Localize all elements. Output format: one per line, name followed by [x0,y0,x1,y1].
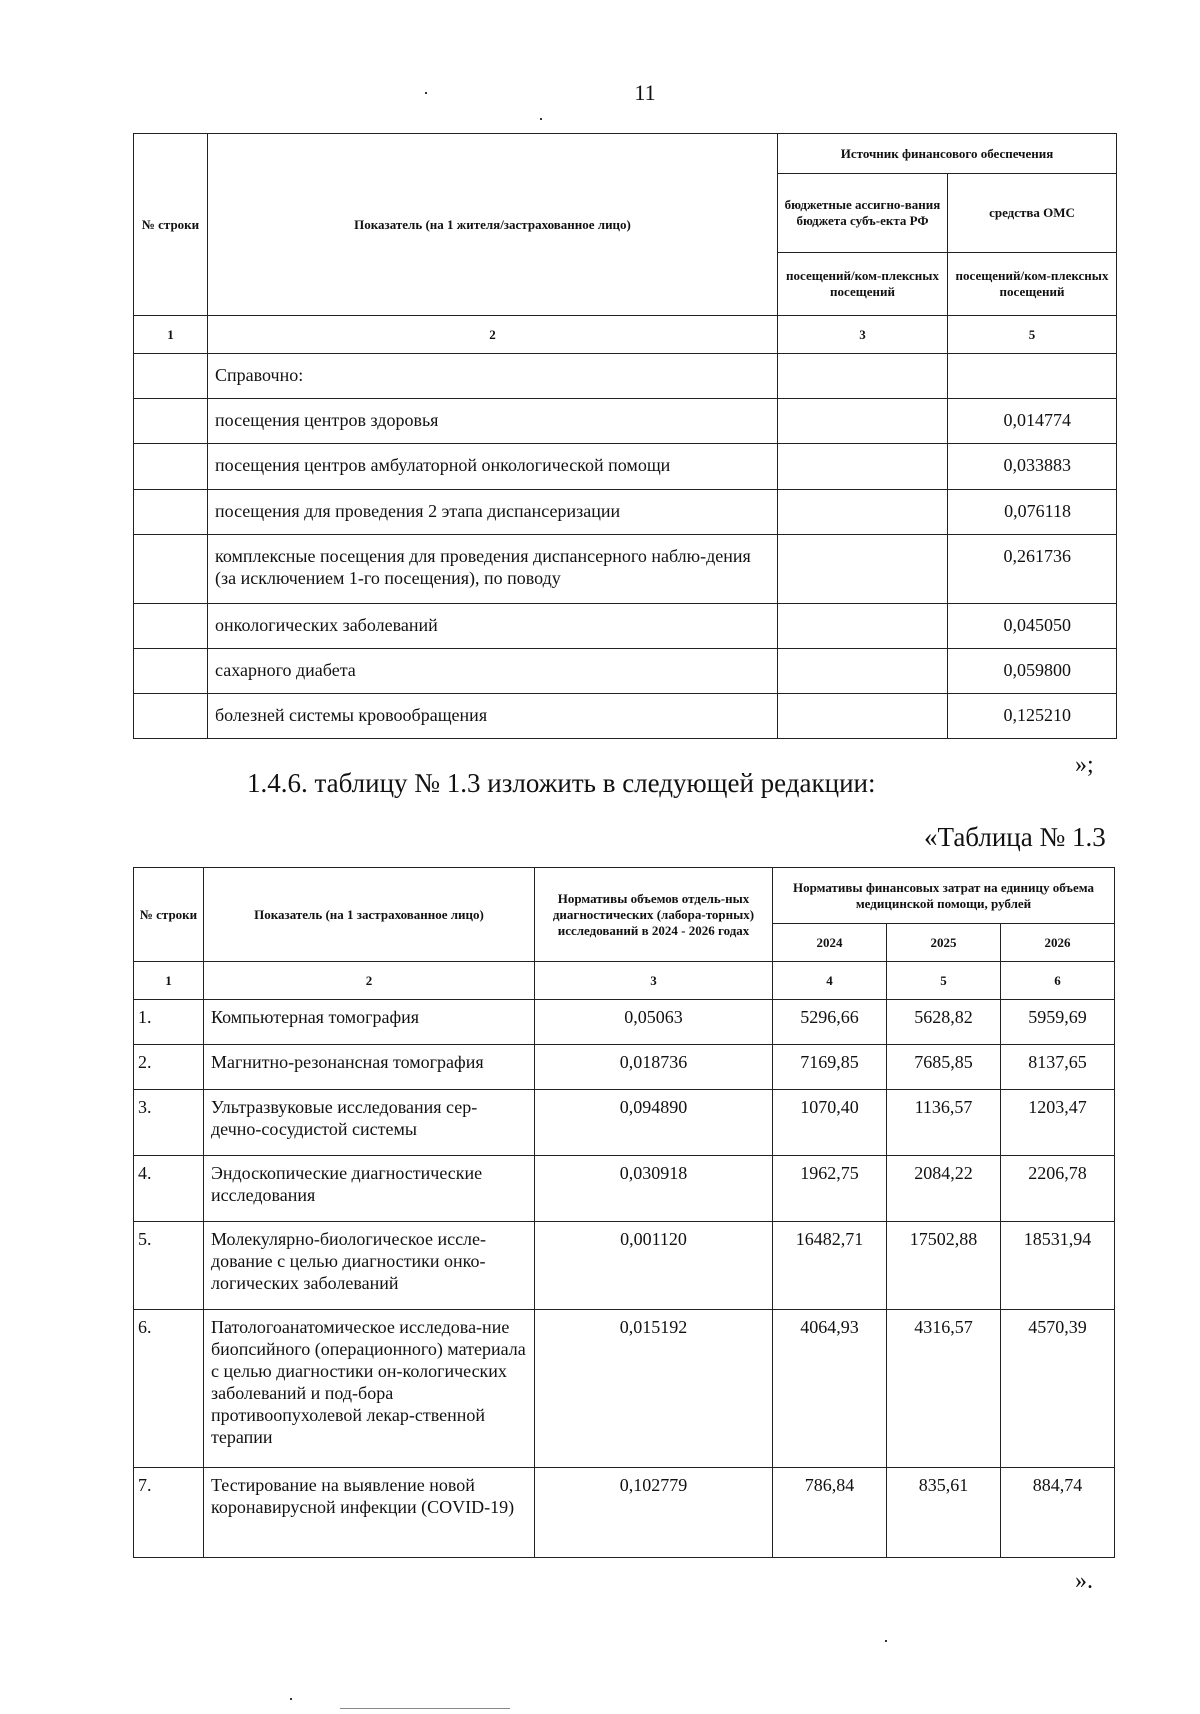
cost-2024: 1070,40 [773,1090,887,1156]
header-cost-norms: Нормативы финансовых затрат на единицу объема медицинской помощи, рублей [773,868,1115,924]
indicator-cell: посещения центров здоровья [208,399,778,444]
cost-2024: 16482,71 [773,1222,887,1310]
oms-value: 0,033883 [948,444,1117,490]
header-unit-oms: посещений/ком-плексных посещений [948,253,1117,316]
cost-2026: 4570,39 [1001,1310,1115,1468]
header-year-2024: 2024 [773,924,887,962]
table-row [134,604,1117,649]
volume-value: 0,015192 [535,1310,773,1468]
cost-2025: 835,61 [887,1468,1001,1558]
column-number: 2 [204,962,535,1000]
cost-2024: 786,84 [773,1468,887,1558]
row-number: 2. [134,1045,204,1090]
indicator-cell: болезней системы кровообращения [208,694,778,739]
row-number: 5. [134,1222,204,1310]
oms-value: 0,125210 [948,694,1117,739]
scan-speck [290,1698,292,1700]
table-row [134,1090,1115,1156]
row-number: 6. [134,1310,204,1468]
table-row [134,1468,1115,1558]
cost-2025: 2084,22 [887,1156,1001,1222]
column-number: 2 [208,316,778,354]
oms-value: 0,045050 [948,604,1117,649]
column-number: 1 [134,962,204,1000]
cost-2026: 2206,78 [1001,1156,1115,1222]
column-number: 4 [773,962,887,1000]
header-oms: средства ОМС [948,174,1117,253]
indicator-cell: Тестирование на выявление новой коронавирусной инфекции (COVID-19) [204,1468,535,1558]
indicator-cell: Справочно: [208,354,778,399]
indicator-cell: сахарного диабета [208,649,778,694]
cost-2025: 1136,57 [887,1090,1001,1156]
cost-2025: 7685,85 [887,1045,1001,1090]
table-row [134,399,1117,444]
header-year-2025: 2025 [887,924,1001,962]
table-row [134,354,1117,399]
cost-2024: 7169,85 [773,1045,887,1090]
indicator-cell: Магнитно-резонансная томография [204,1045,535,1090]
indicator-cell: Молекулярно-биологическое иссле-дование с целью диагностики онко-логических заболеваний [204,1222,535,1310]
indicator-cell: посещения центров амбулаторной онкологической помощи [208,444,778,490]
oms-value: 0,059800 [948,649,1117,694]
table-row [134,444,1117,490]
cost-2025: 5628,82 [887,1000,1001,1045]
volume-value: 0,094890 [535,1090,773,1156]
table-row [134,1156,1115,1222]
reference-visits-table [133,133,1117,739]
header-indicator: Показатель (на 1 жителя/застрахованное лицо) [208,134,778,316]
cost-2026: 18531,94 [1001,1222,1115,1310]
row-number: 3. [134,1090,204,1156]
volume-value: 0,001120 [535,1222,773,1310]
scan-speck [425,92,427,94]
table-row [134,1222,1115,1310]
header-year-2026: 2026 [1001,924,1115,962]
row-number: 4. [134,1156,204,1222]
cost-2024: 1962,75 [773,1156,887,1222]
cost-2026: 884,74 [1001,1468,1115,1558]
column-number: 5 [887,962,1001,1000]
closing-quote: »; [1075,752,1094,778]
column-number: 6 [1001,962,1115,1000]
oms-value [948,354,1117,399]
oms-value: 0,014774 [948,399,1117,444]
scan-speck [885,1640,887,1642]
table-caption: «Таблица № 1.3 [924,822,1106,852]
scan-speck [540,118,542,120]
column-number: 3 [535,962,773,1000]
cost-2025: 4316,57 [887,1310,1001,1468]
indicator-cell: Эндоскопические диагностические исследования [204,1156,535,1222]
volume-value: 0,05063 [535,1000,773,1045]
column-number: 1 [134,316,208,354]
indicator-cell: онкологических заболеваний [208,604,778,649]
header-row-number: № строки [134,134,208,316]
header-indicator: Показатель (на 1 застрахованное лицо) [204,868,535,962]
page-number: 11 [634,80,656,105]
row-number: 1. [134,1000,204,1045]
oms-value: 0,261736 [948,535,1117,604]
table-row [134,1000,1115,1045]
indicator-cell: Ультразвуковые исследования сер-дечно-сосудистой системы [204,1090,535,1156]
table-row [134,1310,1115,1468]
oms-value: 0,076118 [948,490,1117,535]
volume-value: 0,030918 [535,1156,773,1222]
indicator-cell: Компьютерная томография [204,1000,535,1045]
amendment-instruction: 1.4.6. таблицу № 1.3 изложить в следующей редакции: [247,768,876,798]
cost-2026: 8137,65 [1001,1045,1115,1090]
header-funding-source: Источник финансового обеспечения [778,134,1117,174]
diagnostic-norms-table [133,867,1115,1558]
column-number: 3 [778,316,948,354]
cost-2024: 4064,93 [773,1310,887,1468]
indicator-cell: Патологоанатомическое исследова-ние биопсийного (операционного) материала с целью диагностики он-кологических заболеваний и под-бора противоопухолевой лекар-ственной терапии [204,1310,535,1468]
volume-value: 0,102779 [535,1468,773,1558]
cost-2024: 5296,66 [773,1000,887,1045]
row-number: 7. [134,1468,204,1558]
indicator-cell: посещения для проведения 2 этапа диспансеризации [208,490,778,535]
scan-line [340,1708,510,1709]
table-row [134,535,1117,604]
cost-2025: 17502,88 [887,1222,1001,1310]
cost-2026: 1203,47 [1001,1090,1115,1156]
closing-quote: ». [1075,1568,1093,1594]
header-budget: бюджетные ассигно-вания бюджета субъ-екта РФ [778,174,948,253]
table-row [134,649,1117,694]
header-volume-norms: Нормативы объемов отдель-ных диагностических (лабора-торных) исследований в 2024 - 2026 годах [535,868,773,962]
header-row-number: № строки [134,868,204,962]
table-row [134,1045,1115,1090]
cost-2026: 5959,69 [1001,1000,1115,1045]
header-unit-budget: посещений/ком-плексных посещений [778,253,948,316]
table-row [134,490,1117,535]
column-number: 5 [948,316,1117,354]
indicator-cell: комплексные посещения для проведения диспансерного наблю-дения (за исключением 1-го посещения), по поводу [208,535,778,604]
volume-value: 0,018736 [535,1045,773,1090]
table-row [134,694,1117,739]
